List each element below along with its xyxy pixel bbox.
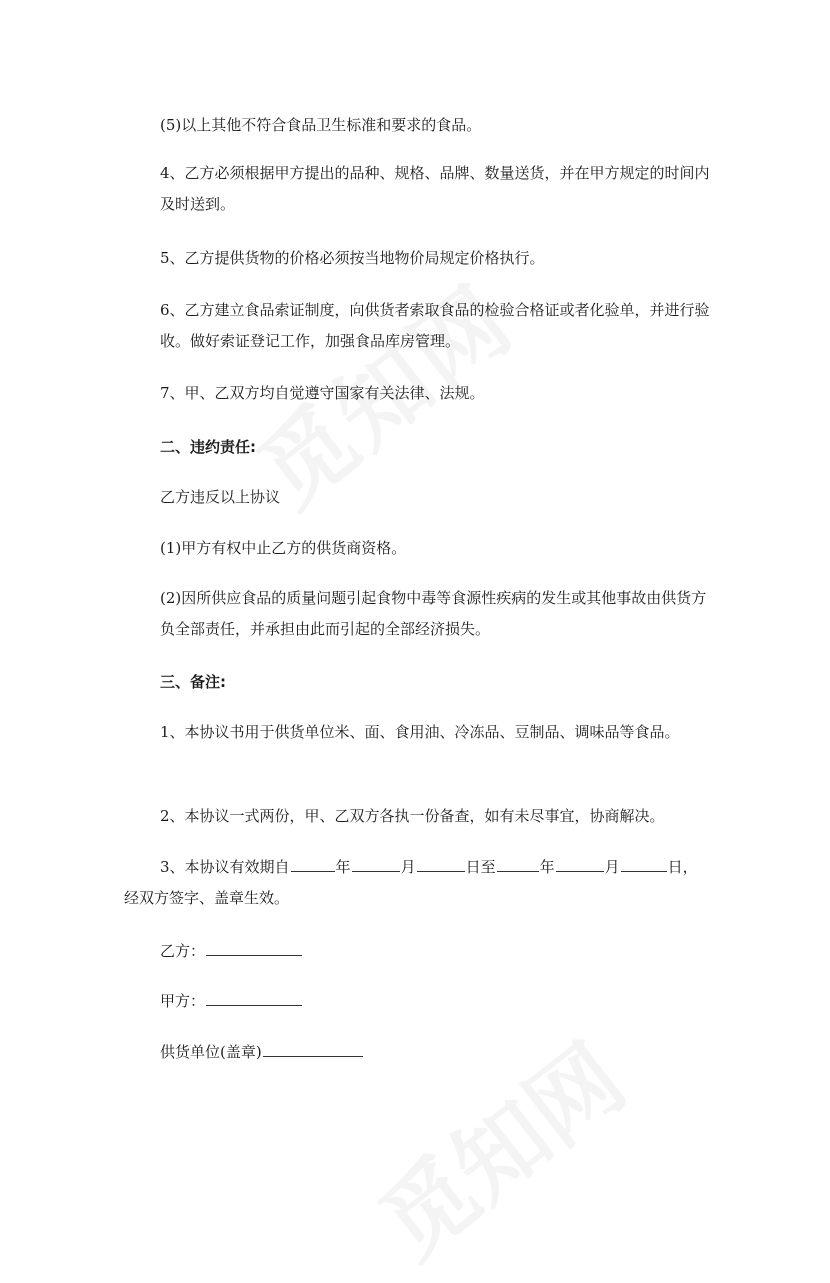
blank-start-month[interactable] xyxy=(352,856,400,872)
signature-supplier-blank[interactable] xyxy=(263,1041,363,1057)
signature-party-b-label: 乙方： xyxy=(160,942,206,960)
section-heading-notes: 三、备注: xyxy=(160,673,226,691)
breach-intro: 乙方违反以上协议 xyxy=(160,488,281,506)
note-3-year-1: 年 xyxy=(335,858,351,876)
clause-5-item: (5)以上其他不符合食品卫生标准和要求的食品。 xyxy=(160,116,482,134)
note-3-prefix: 3、本协议有效期自 xyxy=(160,858,290,876)
note-2: 2、本协议一式两份，甲、乙双方各执一份备查，如有未尽事宜，协商解决。 xyxy=(160,807,665,825)
blank-end-year[interactable] xyxy=(497,856,539,872)
signature-supplier-label: 供货单位(盖章) xyxy=(160,1043,262,1061)
note-3-day-to: 日至 xyxy=(465,858,496,876)
signature-supplier xyxy=(124,1037,714,1068)
clause-7: 7、甲、乙双方均自觉遵守国家有关法律、法规。 xyxy=(160,384,485,402)
note-3-day-end: 日， xyxy=(667,858,698,876)
section-heading-breach: 二、违约责任: xyxy=(160,438,256,456)
signature-party-a-blank[interactable] xyxy=(206,990,302,1006)
signature-party-b xyxy=(124,936,714,967)
blank-start-year[interactable] xyxy=(291,856,335,872)
signature-party-b-blank[interactable] xyxy=(206,940,302,956)
note-3-line-2: 经双方签字、盖章生效。 xyxy=(124,889,290,907)
note-3-month-1: 月 xyxy=(400,858,416,876)
blank-start-day[interactable] xyxy=(417,856,465,872)
breach-item-1: (1)甲方有权中止乙方的供货商资格。 xyxy=(160,539,407,557)
breach-item-2: (2)因所供应食品的质量问题引起食物中毒等食源性疾病的发生或其他事故由供货方负全部责任，并承担由此而引起的全部经济损失。 xyxy=(160,589,707,638)
note-3-month-2: 月 xyxy=(604,858,620,876)
signature-party-a xyxy=(124,986,714,1017)
note-1: 1、本协议书用于供货单位米、面、食用油、冷冻品、豆制品、调味品等食品。 xyxy=(160,723,680,741)
clause-6: 6、乙方建立食品索证制度，向供货者索取食品的检验合格证或者化验单，并进行验收。做好索证登记工作，加强食品库房管理。 xyxy=(160,301,710,350)
clause-4: 4、乙方必须根据甲方提出的品种、规格、品牌、数量送货，并在甲方规定的时间内及时送到。 xyxy=(160,164,710,213)
signature-party-a-label: 甲方： xyxy=(160,992,206,1010)
blank-end-month[interactable] xyxy=(556,856,604,872)
blank-end-day[interactable] xyxy=(621,856,667,872)
note-3-line-1 xyxy=(124,852,714,883)
clause-5: 5、乙方提供货物的价格必须按当地物价局规定价格执行。 xyxy=(160,249,545,267)
note-3-year-2: 年 xyxy=(539,858,555,876)
